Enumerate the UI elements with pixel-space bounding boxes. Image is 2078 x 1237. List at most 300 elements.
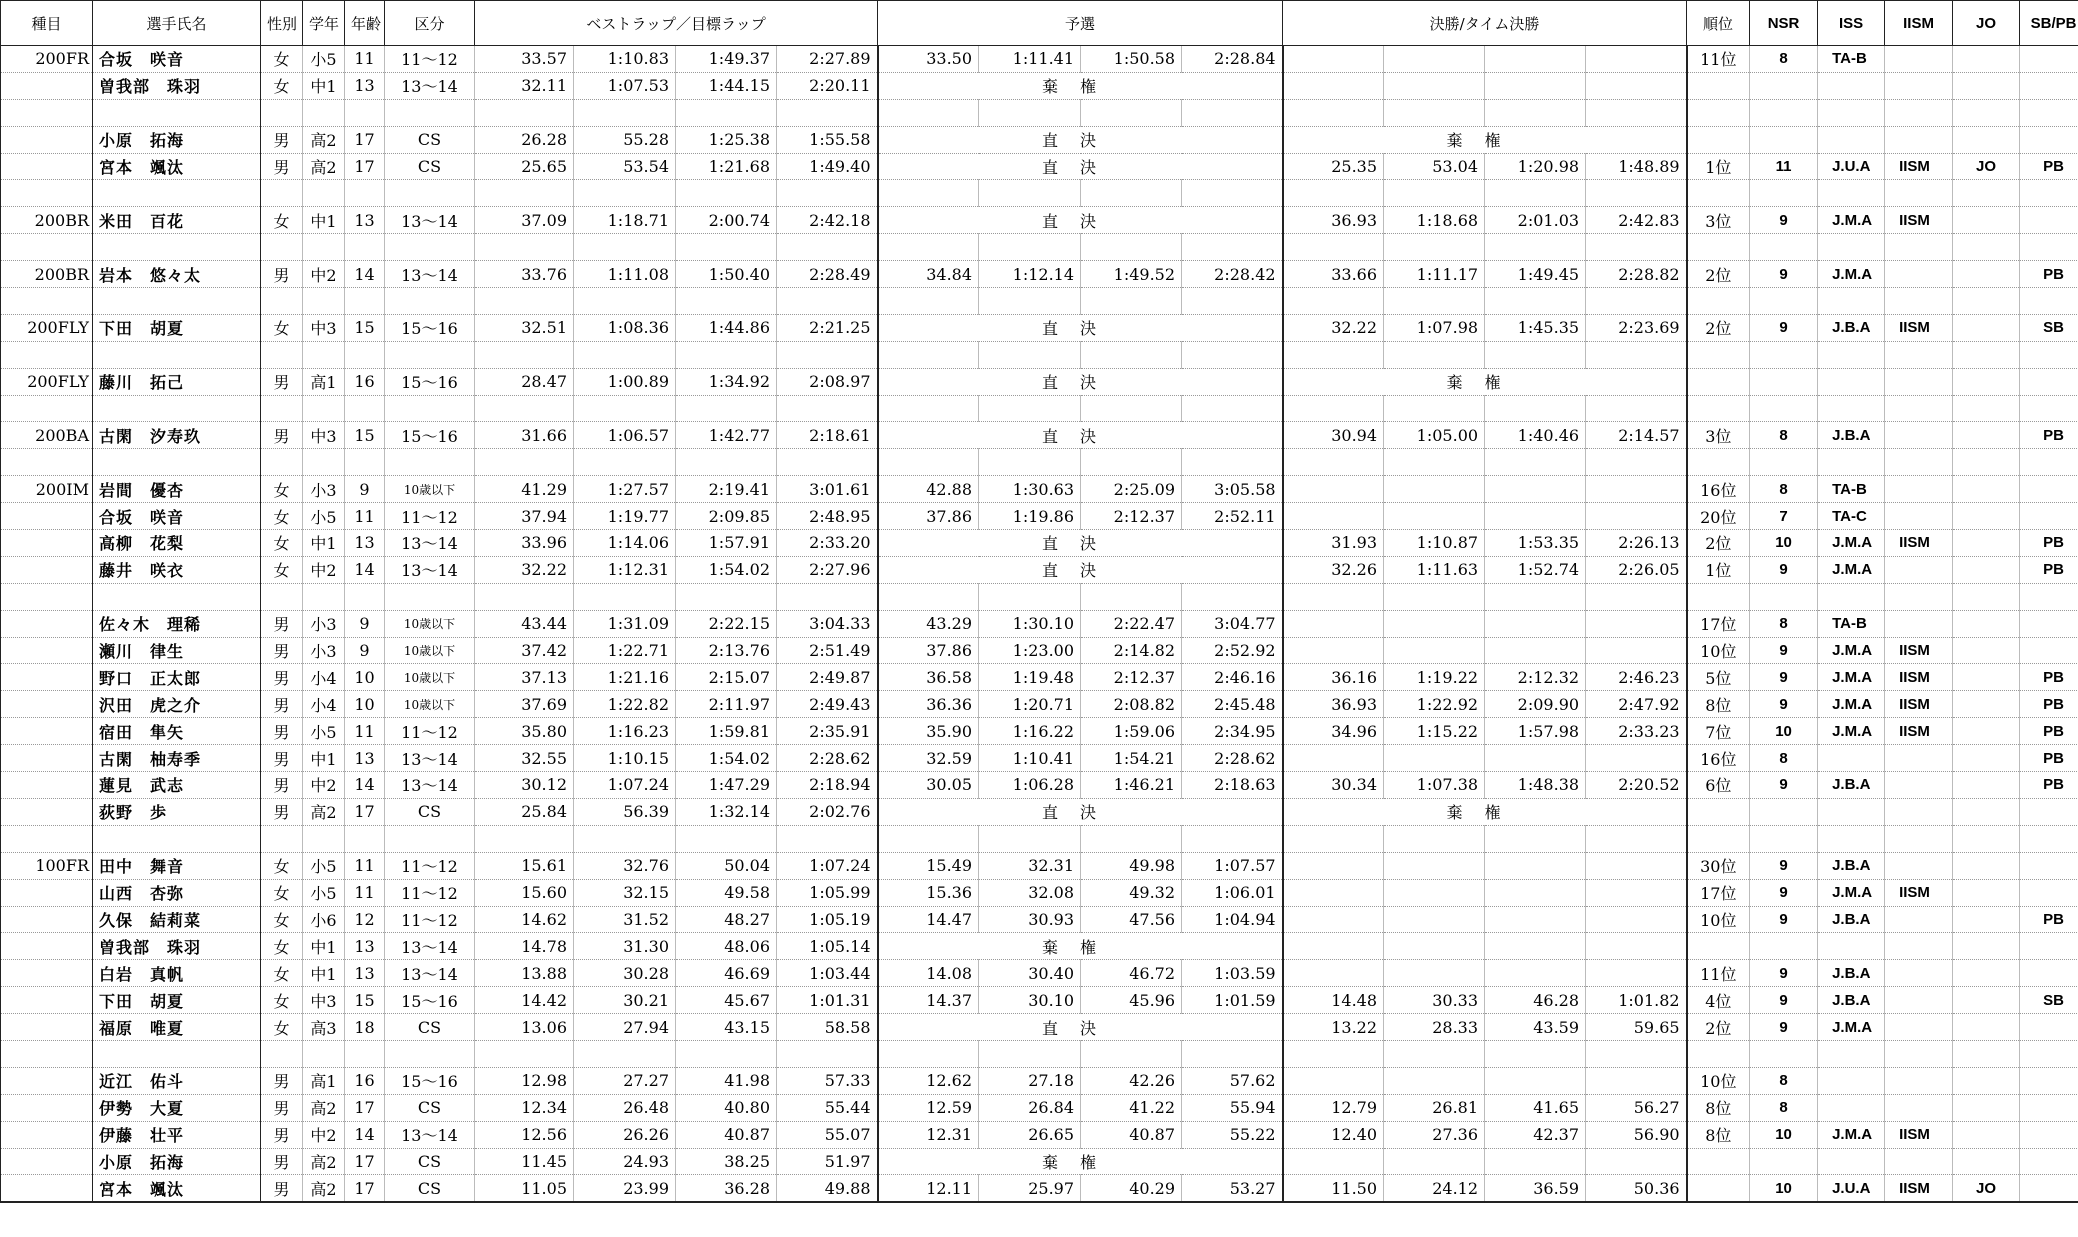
prelim-time: 1:50.58 xyxy=(1081,46,1182,73)
final-time: 1:05.00 xyxy=(1384,422,1485,449)
best-lap-time: 2:48.95 xyxy=(777,503,878,530)
sbpb-badge xyxy=(2020,960,2078,987)
final-time xyxy=(1384,879,1485,906)
final-time: 2:14.57 xyxy=(1586,422,1687,449)
rank-cell xyxy=(1687,933,1750,960)
sbpb-badge xyxy=(2020,637,2078,664)
best-lap-time: 1:10.15 xyxy=(574,745,676,772)
final-time: 32.22 xyxy=(1283,314,1384,341)
event-cell xyxy=(1,825,93,852)
final-time: 1:01.82 xyxy=(1586,987,1687,1014)
jo-badge xyxy=(1953,798,2020,825)
iism-badge xyxy=(1885,772,1953,799)
sbpb-badge: SB xyxy=(2020,987,2078,1014)
result-cell xyxy=(1687,825,1750,852)
final-cell xyxy=(1384,99,1485,126)
best-lap-time: 1:03.44 xyxy=(777,960,878,987)
final-time xyxy=(1485,1148,1586,1175)
event-cell xyxy=(1,126,93,153)
iss-badge: J.M.A xyxy=(1818,1014,1885,1041)
empty-cell xyxy=(345,1040,385,1067)
prelim-time: 2:12.37 xyxy=(1081,503,1182,530)
grade-cell: 高2 xyxy=(303,798,345,825)
final-time xyxy=(1485,852,1586,879)
best-lap-time: 1:32.14 xyxy=(676,798,777,825)
final-time: 1:19.22 xyxy=(1384,664,1485,691)
prelim-cell xyxy=(878,99,979,126)
best-lap-time: 1:22.71 xyxy=(574,637,676,664)
swimmer-name: 下田 胡夏 xyxy=(93,314,261,341)
prelim-status: 直決 xyxy=(878,368,1283,395)
result-cell xyxy=(1750,395,1818,422)
prelim-time: 2:18.63 xyxy=(1182,772,1283,799)
swimmer-name: 曽我部 珠羽 xyxy=(93,72,261,99)
event-cell xyxy=(1,1040,93,1067)
final-time: 1:18.68 xyxy=(1384,207,1485,234)
sex-cell: 男 xyxy=(261,1094,303,1121)
iss-badge: J.B.A xyxy=(1818,422,1885,449)
final-time xyxy=(1283,745,1384,772)
sbpb-badge xyxy=(2020,1175,2078,1202)
best-lap-time: 2:13.76 xyxy=(676,637,777,664)
rank-cell xyxy=(1687,72,1750,99)
best-lap-time: 55.28 xyxy=(574,126,676,153)
grade-cell: 小5 xyxy=(303,503,345,530)
prelim-time: 1:54.21 xyxy=(1081,745,1182,772)
grade-cell: 小3 xyxy=(303,610,345,637)
sex-cell: 男 xyxy=(261,1067,303,1094)
event-cell xyxy=(1,664,93,691)
best-lap-time: 2:02.76 xyxy=(777,798,878,825)
prelim-cell xyxy=(1081,449,1182,476)
iss-badge: J.M.A xyxy=(1818,1121,1885,1148)
category-cell: 11～12 xyxy=(385,46,475,73)
iism-badge xyxy=(1885,368,1953,395)
empty-cell xyxy=(385,825,475,852)
age-cell: 15 xyxy=(345,314,385,341)
nsr-cell: 10 xyxy=(1750,1175,1818,1202)
name-cell xyxy=(93,341,261,368)
grade-cell: 中1 xyxy=(303,72,345,99)
name-cell xyxy=(93,395,261,422)
result-row xyxy=(1,46,2078,73)
jo-badge xyxy=(1953,1148,2020,1175)
category-cell: 15～16 xyxy=(385,422,475,449)
best-lap-time: 37.69 xyxy=(475,691,574,718)
category-cell: CS xyxy=(385,153,475,180)
jo-badge xyxy=(1953,1121,2020,1148)
iss-badge: J.U.A xyxy=(1818,1175,1885,1202)
best-lap-time: 1:16.23 xyxy=(574,718,676,745)
jo-badge xyxy=(1953,530,2020,557)
swimmer-name: 合坂 咲音 xyxy=(93,503,261,530)
best-lap-time: 46.69 xyxy=(676,960,777,987)
best-lap-time: 2:08.97 xyxy=(777,368,878,395)
nsr-cell xyxy=(1750,368,1818,395)
prelim-cell xyxy=(1182,288,1283,315)
best-lap-cell xyxy=(777,449,878,476)
prelim-time: 1:06.28 xyxy=(979,772,1081,799)
iss-badge: J.B.A xyxy=(1818,852,1885,879)
best-lap-cell xyxy=(676,341,777,368)
result-cell xyxy=(1953,395,2020,422)
best-lap-time: 32.76 xyxy=(574,852,676,879)
prelim-cell xyxy=(1081,234,1182,261)
prelim-time: 14.47 xyxy=(878,906,979,933)
grade-cell: 小4 xyxy=(303,691,345,718)
empty-cell xyxy=(303,180,345,207)
grade-cell: 小3 xyxy=(303,476,345,503)
rank-cell xyxy=(1687,798,1750,825)
final-time xyxy=(1283,906,1384,933)
result-row xyxy=(1,1175,2078,1202)
jo-badge xyxy=(1953,637,2020,664)
nsr-cell: 8 xyxy=(1750,1094,1818,1121)
grade-cell: 小5 xyxy=(303,879,345,906)
best-lap-time: 2:09.85 xyxy=(676,503,777,530)
age-cell: 14 xyxy=(345,556,385,583)
event-cell xyxy=(1,610,93,637)
empty-cell xyxy=(345,99,385,126)
grade-cell: 中1 xyxy=(303,745,345,772)
prelim-cell xyxy=(1081,180,1182,207)
iism-badge xyxy=(1885,556,1953,583)
best-lap-time: 1:08.36 xyxy=(574,314,676,341)
empty-cell xyxy=(345,583,385,610)
prelim-time: 1:20.71 xyxy=(979,691,1081,718)
grade-cell: 小4 xyxy=(303,664,345,691)
nsr-cell xyxy=(1750,126,1818,153)
jo-badge xyxy=(1953,664,2020,691)
result-cell xyxy=(1885,180,1953,207)
iss-badge xyxy=(1818,368,1885,395)
best-lap-time: 24.93 xyxy=(574,1148,676,1175)
spacer-row xyxy=(1,825,2078,852)
final-time: 26.81 xyxy=(1384,1094,1485,1121)
name-cell xyxy=(93,1040,261,1067)
event-cell xyxy=(1,1148,93,1175)
grade-cell: 小5 xyxy=(303,852,345,879)
sex-cell: 男 xyxy=(261,368,303,395)
result-cell xyxy=(2020,395,2078,422)
sex-cell: 男 xyxy=(261,637,303,664)
spacer-row xyxy=(1,99,2078,126)
category-cell: CS xyxy=(385,126,475,153)
final-time: 46.28 xyxy=(1485,987,1586,1014)
empty-cell xyxy=(385,288,475,315)
category-cell: 11～12 xyxy=(385,718,475,745)
final-time: 1:15.22 xyxy=(1384,718,1485,745)
prelim-cell xyxy=(878,341,979,368)
best-lap-time: 1:18.71 xyxy=(574,207,676,234)
final-time: 2:28.82 xyxy=(1586,261,1687,288)
iism-badge xyxy=(1885,1014,1953,1041)
iism-badge xyxy=(1885,960,1953,987)
final-time: 59.65 xyxy=(1586,1014,1687,1041)
final-time xyxy=(1586,1148,1687,1175)
nsr-cell: 9 xyxy=(1750,987,1818,1014)
prelim-time: 45.96 xyxy=(1081,987,1182,1014)
prelim-cell xyxy=(878,583,979,610)
prelim-cell xyxy=(878,395,979,422)
best-lap-time: 12.56 xyxy=(475,1121,574,1148)
jo-badge xyxy=(1953,610,2020,637)
grade-cell: 小5 xyxy=(303,46,345,73)
category-cell: 13～14 xyxy=(385,207,475,234)
result-row xyxy=(1,1121,2078,1148)
result-row xyxy=(1,314,2078,341)
swimmer-name: 野口 正太郎 xyxy=(93,664,261,691)
empty-cell xyxy=(345,341,385,368)
best-lap-cell xyxy=(574,1040,676,1067)
final-time: 56.90 xyxy=(1586,1121,1687,1148)
nsr-cell: 9 xyxy=(1750,1014,1818,1041)
category-cell: 10歳以下 xyxy=(385,691,475,718)
swimmer-name: 伊藤 壮平 xyxy=(93,1121,261,1148)
final-time: 2:26.05 xyxy=(1586,556,1687,583)
final-time: 25.35 xyxy=(1283,153,1384,180)
result-row xyxy=(1,503,2078,530)
best-lap-time: 3:01.61 xyxy=(777,476,878,503)
prelim-time: 30.10 xyxy=(979,987,1081,1014)
prelim-time: 46.72 xyxy=(1081,960,1182,987)
event-cell xyxy=(1,718,93,745)
final-cell xyxy=(1586,583,1687,610)
final-time: 1:11.17 xyxy=(1384,261,1485,288)
iism-badge xyxy=(1885,610,1953,637)
rank-cell: 11位 xyxy=(1687,46,1750,73)
best-lap-time: 57.33 xyxy=(777,1067,878,1094)
prelim-time: 12.62 xyxy=(878,1067,979,1094)
sex-cell: 女 xyxy=(261,72,303,99)
rank-cell: 10位 xyxy=(1687,637,1750,664)
prelim-time: 2:08.82 xyxy=(1081,691,1182,718)
spacer-row xyxy=(1,180,2078,207)
swimmer-name: 曽我部 珠羽 xyxy=(93,933,261,960)
best-lap-cell xyxy=(574,99,676,126)
nsr-cell: 9 xyxy=(1750,960,1818,987)
prelim-cell xyxy=(878,825,979,852)
best-lap-time: 2:33.20 xyxy=(777,530,878,557)
result-cell xyxy=(1885,583,1953,610)
name-cell xyxy=(93,825,261,852)
best-lap-time: 43.15 xyxy=(676,1014,777,1041)
final-time xyxy=(1384,72,1485,99)
swimmer-name: 久保 結莉菜 xyxy=(93,906,261,933)
prelim-time: 26.84 xyxy=(979,1094,1081,1121)
result-cell xyxy=(1687,234,1750,261)
best-lap-time: 37.42 xyxy=(475,637,574,664)
header-iss: ISS xyxy=(1818,1,1885,46)
prelim-time: 26.65 xyxy=(979,1121,1081,1148)
best-lap-time: 49.88 xyxy=(777,1175,878,1202)
category-cell: 15～16 xyxy=(385,314,475,341)
name-cell xyxy=(93,288,261,315)
rank-cell: 20位 xyxy=(1687,503,1750,530)
nsr-cell xyxy=(1750,1148,1818,1175)
best-lap-time: 12.98 xyxy=(475,1067,574,1094)
category-cell: CS xyxy=(385,1094,475,1121)
jo-badge xyxy=(1953,46,2020,73)
grade-cell: 中1 xyxy=(303,207,345,234)
empty-cell xyxy=(303,449,345,476)
best-lap-time: 1:07.24 xyxy=(777,852,878,879)
sbpb-badge xyxy=(2020,879,2078,906)
prelim-cell xyxy=(979,583,1081,610)
best-lap-time: 2:21.25 xyxy=(777,314,878,341)
empty-cell xyxy=(345,825,385,852)
nsr-cell: 10 xyxy=(1750,530,1818,557)
sex-cell: 女 xyxy=(261,987,303,1014)
header-grade: 学年 xyxy=(303,1,345,46)
best-lap-time: 2:19.41 xyxy=(676,476,777,503)
prelim-time: 53.27 xyxy=(1182,1175,1283,1202)
grade-cell: 高2 xyxy=(303,1094,345,1121)
final-cell xyxy=(1283,341,1384,368)
sbpb-badge xyxy=(2020,1121,2078,1148)
iism-badge: IISM xyxy=(1885,879,1953,906)
best-lap-time: 1:47.29 xyxy=(676,772,777,799)
prelim-time: 3:05.58 xyxy=(1182,476,1283,503)
empty-cell xyxy=(303,288,345,315)
prelim-time: 37.86 xyxy=(878,503,979,530)
best-lap-time: 27.27 xyxy=(574,1067,676,1094)
sbpb-badge xyxy=(2020,1094,2078,1121)
grade-cell: 高1 xyxy=(303,1067,345,1094)
swimmer-name: 沢田 虎之介 xyxy=(93,691,261,718)
final-time xyxy=(1485,46,1586,73)
best-lap-time: 50.04 xyxy=(676,852,777,879)
best-lap-cell xyxy=(777,234,878,261)
event-cell xyxy=(1,987,93,1014)
jo-badge: JO xyxy=(1953,153,2020,180)
swimmer-name: 蓮見 武志 xyxy=(93,772,261,799)
final-cell xyxy=(1283,99,1384,126)
best-lap-time: 28.47 xyxy=(475,368,574,395)
rank-cell: 1位 xyxy=(1687,153,1750,180)
prelim-cell xyxy=(1182,341,1283,368)
iss-badge xyxy=(1818,798,1885,825)
final-cell xyxy=(1384,395,1485,422)
best-lap-time: 2:51.49 xyxy=(777,637,878,664)
best-lap-time: 51.97 xyxy=(777,1148,878,1175)
swimmer-name: 福原 唯夏 xyxy=(93,1014,261,1041)
final-time: 36.59 xyxy=(1485,1175,1586,1202)
sex-cell: 女 xyxy=(261,503,303,530)
prelim-time: 34.84 xyxy=(878,261,979,288)
rank-cell: 4位 xyxy=(1687,987,1750,1014)
age-cell: 13 xyxy=(345,207,385,234)
prelim-time: 2:52.11 xyxy=(1182,503,1283,530)
result-row xyxy=(1,126,2078,153)
final-time xyxy=(1586,610,1687,637)
rank-cell: 10位 xyxy=(1687,1067,1750,1094)
iism-badge xyxy=(1885,46,1953,73)
jo-badge xyxy=(1953,368,2020,395)
prelim-time: 49.32 xyxy=(1081,879,1182,906)
best-lap-time: 33.96 xyxy=(475,530,574,557)
jo-badge xyxy=(1953,503,2020,530)
age-cell: 17 xyxy=(345,798,385,825)
final-time: 1:57.98 xyxy=(1485,718,1586,745)
prelim-time: 55.94 xyxy=(1182,1094,1283,1121)
final-cell xyxy=(1485,1040,1586,1067)
event-cell xyxy=(1,180,93,207)
best-lap-time: 1:50.40 xyxy=(676,261,777,288)
prelim-cell xyxy=(979,180,1081,207)
prelim-status: 棄権 xyxy=(878,1148,1283,1175)
result-cell xyxy=(1818,234,1885,261)
jo-badge xyxy=(1953,72,2020,99)
best-lap-cell xyxy=(777,825,878,852)
final-time xyxy=(1485,960,1586,987)
prelim-time: 35.90 xyxy=(878,718,979,745)
sbpb-badge: PB xyxy=(2020,718,2078,745)
prelim-time: 40.87 xyxy=(1081,1121,1182,1148)
sex-cell: 男 xyxy=(261,745,303,772)
sbpb-badge xyxy=(2020,1067,2078,1094)
best-lap-time: 1:05.19 xyxy=(777,906,878,933)
iss-badge xyxy=(1818,933,1885,960)
sex-cell: 女 xyxy=(261,556,303,583)
best-lap-time: 1:44.86 xyxy=(676,314,777,341)
result-row xyxy=(1,1094,2078,1121)
age-cell: 15 xyxy=(345,987,385,1014)
nsr-cell: 8 xyxy=(1750,422,1818,449)
header-sex: 性別 xyxy=(261,1,303,46)
category-cell: CS xyxy=(385,1175,475,1202)
age-cell: 13 xyxy=(345,933,385,960)
nsr-cell: 9 xyxy=(1750,314,1818,341)
result-cell xyxy=(2020,341,2078,368)
prelim-time: 30.40 xyxy=(979,960,1081,987)
jo-badge xyxy=(1953,960,2020,987)
final-time: 24.12 xyxy=(1384,1175,1485,1202)
event-cell: 200IM xyxy=(1,476,93,503)
final-time xyxy=(1384,745,1485,772)
best-lap-cell xyxy=(777,99,878,126)
empty-cell xyxy=(345,234,385,261)
result-cell xyxy=(1818,825,1885,852)
best-lap-cell xyxy=(676,99,777,126)
best-lap-time: 2:42.18 xyxy=(777,207,878,234)
sex-cell: 女 xyxy=(261,476,303,503)
result-cell xyxy=(1885,449,1953,476)
rank-cell xyxy=(1687,126,1750,153)
final-time: 1:07.98 xyxy=(1384,314,1485,341)
final-time: 27.36 xyxy=(1384,1121,1485,1148)
prelim-time: 55.22 xyxy=(1182,1121,1283,1148)
best-lap-time: 2:20.11 xyxy=(777,72,878,99)
empty-cell xyxy=(345,449,385,476)
final-time: 33.66 xyxy=(1283,261,1384,288)
final-time xyxy=(1384,46,1485,73)
nsr-cell: 8 xyxy=(1750,745,1818,772)
final-time xyxy=(1283,503,1384,530)
final-time: 2:01.03 xyxy=(1485,207,1586,234)
sbpb-badge xyxy=(2020,933,2078,960)
nsr-cell xyxy=(1750,798,1818,825)
jo-badge xyxy=(1953,1094,2020,1121)
sex-cell: 男 xyxy=(261,718,303,745)
result-row xyxy=(1,745,2078,772)
iss-badge: J.M.A xyxy=(1818,664,1885,691)
result-cell xyxy=(1818,1040,1885,1067)
swimmer-name: 瀬川 律生 xyxy=(93,637,261,664)
age-cell: 16 xyxy=(345,1067,385,1094)
category-cell: 13～14 xyxy=(385,261,475,288)
prelim-time: 1:19.48 xyxy=(979,664,1081,691)
